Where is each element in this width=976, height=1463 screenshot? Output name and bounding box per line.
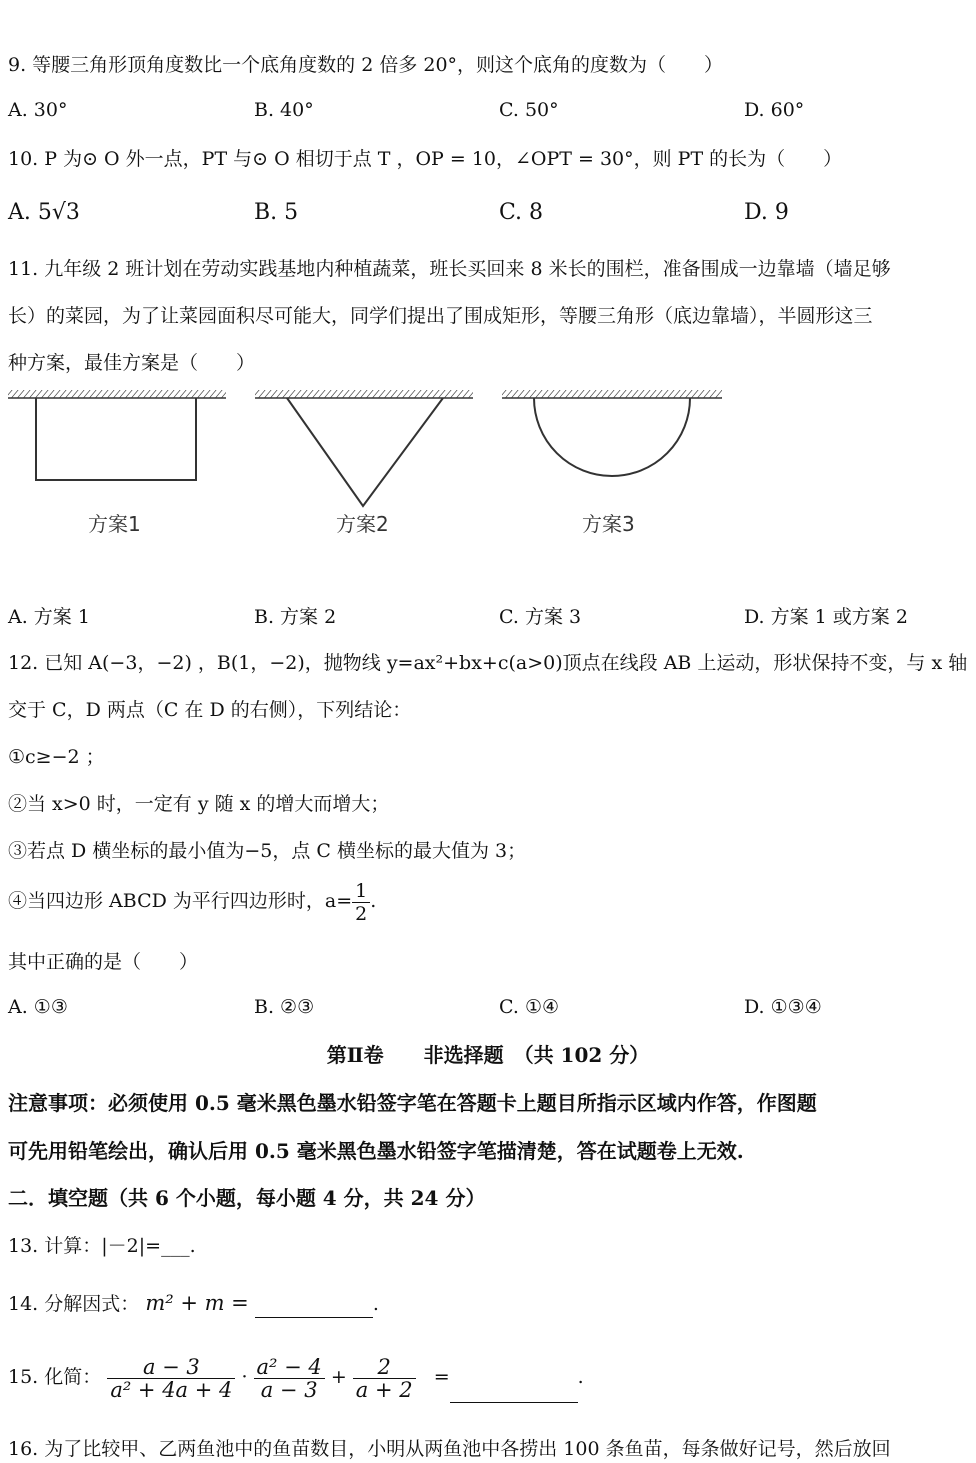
plan2-caption: 方案2 xyxy=(336,512,389,536)
q12-conclusion-4 xyxy=(8,878,968,925)
plan2-triangle-figure xyxy=(255,380,475,510)
q11-option-b: B. 方案 2 xyxy=(254,606,337,628)
q9-options xyxy=(8,99,968,129)
q12-option-b: B. ②③ xyxy=(254,996,315,1018)
q15-plus: + xyxy=(330,1366,347,1388)
q11-option-d: D. 方案 1 或方案 2 xyxy=(744,606,908,628)
q14 xyxy=(8,1290,968,1318)
fraction-numerator: 1 xyxy=(352,880,370,903)
plan3-semicircle-figure xyxy=(502,380,724,490)
q16: 16. 为了比较甲、乙两鱼池中的鱼苗数目，小明从两鱼池中各捞出 100 条鱼苗，每条做好记号，然后放回 xyxy=(8,1438,891,1460)
q10-option-a: A. 5√3 xyxy=(8,200,80,225)
q12-option-a: A. ①③ xyxy=(8,996,68,1018)
q10-option-b: B. 5 xyxy=(254,200,299,225)
section-heading: 二．填空题（共 6 个小题，每小题 4 分，共 24 分） xyxy=(8,1186,486,1210)
q10-option-c: C. 8 xyxy=(499,200,544,225)
q10-option-d: D. 9 xyxy=(744,200,789,225)
fraction-numerator: a − 3 xyxy=(107,1356,235,1379)
q12-option-c: C. ①④ xyxy=(499,996,560,1018)
q12-c4-text: ④当四边形 ABCD 为平行四边形时，a= xyxy=(8,890,353,912)
q11-stem-line3: 种方案，最佳方案是（ ） xyxy=(8,352,256,374)
notice-line1: 注意事项：必须使用 0.5 毫米黑色墨水铅签字笔在答题卡上题目所指示区域内作答，作图题 xyxy=(8,1091,817,1115)
q15-fraction-1 xyxy=(107,1356,235,1401)
q12-stem-line1: 12. 已知 A(−3，−2) ，B(1，−2)，抛物线 y=ax²+bx+c(a>0)顶点在线段 AB 上运动，形状保持不变，与 x 轴 xyxy=(8,652,968,674)
q15-answer-blank xyxy=(450,1352,578,1403)
q14-expression: m² + m = xyxy=(145,1291,249,1315)
q12-conclusion-1: ①c≥−2 ； xyxy=(8,746,105,768)
q15-fraction-3 xyxy=(353,1356,416,1401)
q12-ask: 其中正确的是（ ） xyxy=(8,951,199,973)
plan1-caption: 方案1 xyxy=(88,512,141,536)
part2-title: 第Ⅱ卷 非选择题 （共 102 分） xyxy=(326,1043,650,1067)
q15-equals: = xyxy=(433,1366,450,1388)
q9-option-b: B. 40° xyxy=(254,99,314,121)
fraction-numerator: a² − 4 xyxy=(254,1356,325,1379)
q12-options xyxy=(8,996,968,1026)
fraction-denominator: a − 3 xyxy=(260,1377,318,1402)
q9-option-d: D. 60° xyxy=(744,99,805,121)
q9-stem: 9. 等腰三角形顶角度数比一个底角度数的 2 倍多 20°，则这个底角的度数为（ ） xyxy=(8,54,724,76)
q15-dot: · xyxy=(241,1366,248,1388)
q15-fraction-2 xyxy=(254,1356,325,1401)
q11-option-a: A. 方案 1 xyxy=(8,606,90,628)
fraction-denominator: 2 xyxy=(355,902,368,925)
notice-line2: 可先用铅笔绘出，确认后用 0.5 毫米黑色墨水铅签字笔描清楚，答在试题卷上无效. xyxy=(8,1139,744,1163)
q14-end: . xyxy=(372,1293,379,1315)
fraction-numerator: 2 xyxy=(353,1356,416,1379)
q12-c4-fraction xyxy=(352,880,370,925)
q9-option-a: A. 30° xyxy=(8,99,68,121)
q15-end: . xyxy=(577,1366,584,1388)
plan3-caption: 方案3 xyxy=(582,512,635,536)
q12-c4-end: . xyxy=(370,890,377,912)
q11-option-c: C. 方案 3 xyxy=(499,606,582,628)
q15-label: 15. 化简： xyxy=(8,1366,102,1388)
q12-option-d: D. ①③④ xyxy=(744,996,822,1018)
q14-answer-blank xyxy=(255,1291,373,1318)
q12-stem-line2: 交于 C，D 两点（C 在 D 的右侧），下列结论： xyxy=(8,699,412,721)
plan1-rectangle-figure xyxy=(8,380,228,490)
q14-label: 14. 分解因式： xyxy=(8,1293,140,1315)
q15 xyxy=(8,1352,968,1403)
q11-options xyxy=(8,602,968,632)
q12-conclusion-2: ②当 x>0 时，一定有 y 随 x 的增大而增大； xyxy=(8,793,390,815)
q9-option-c: C. 50° xyxy=(499,99,559,121)
q10-stem: 10. P 为⊙ O 外一点，PT 与⊙ O 相切于点 T ，OP = 10，∠OPT = 30°，则 PT 的长为（ ） xyxy=(8,148,843,170)
q12-conclusion-3: ③若点 D 横坐标的最小值为−5，点 C 横坐标的最大值为 3； xyxy=(8,840,527,862)
q13: 13. 计算：|－2|=___. xyxy=(8,1235,196,1257)
q11-stem-line1: 11. 九年级 2 班计划在劳动实践基地内种植蔬菜，班长买回来 8 米长的围栏，准备围成一边靠墙（墙足够 xyxy=(8,258,891,280)
q11-stem-line2: 长）的菜园，为了让菜园面积尽可能大，同学们提出了围成矩形，等腰三角形（底边靠墙），半圆形这三 xyxy=(8,305,873,327)
fraction-denominator: a + 2 xyxy=(355,1377,413,1402)
fraction-denominator: a² + 4a + 4 xyxy=(110,1377,233,1402)
q10-options xyxy=(8,200,968,230)
